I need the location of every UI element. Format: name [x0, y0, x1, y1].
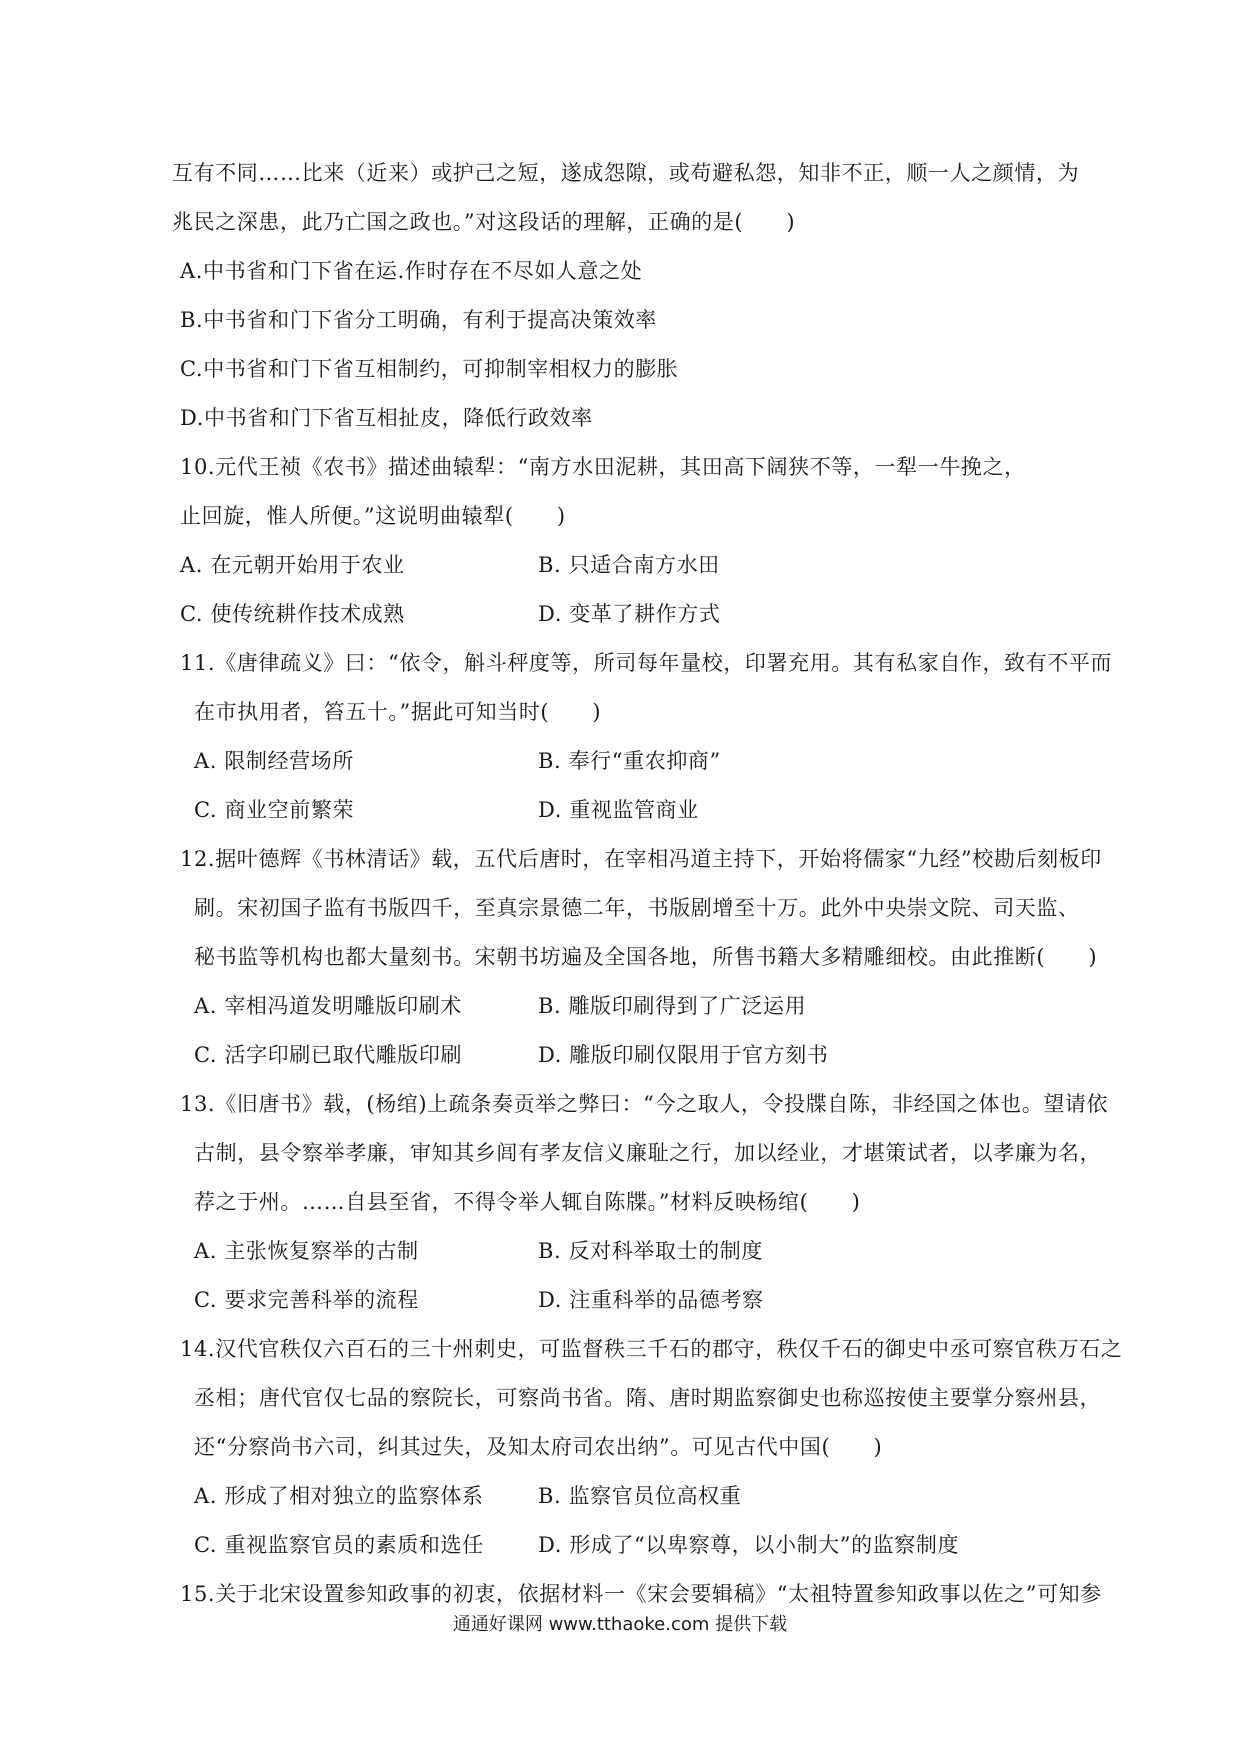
q15-stem-line1: 15.关于北宋设置参知政事的初衷，依据材料一《宋会要辑稿》“太祖特置参知政事以佐之”可知参: [180, 1582, 1102, 1606]
q14-option-d: D. 形成了“以卑察尊，以小制大”的监察制度: [538, 1533, 960, 1557]
q13-stem-line2: 古制，县令察举孝廉，审知其乡闾有孝友信义廉耻之行，加以经业，才堪策试者，以孝廉为名，: [194, 1141, 1102, 1165]
q10-option-b: B. 只适合南方水田: [538, 553, 720, 577]
q12-option-b: B. 雕版印刷得到了广泛运用: [538, 994, 807, 1018]
q13-stem-line3: 荐之于州。……自县至省，不得令举人辄自陈牒。”材料反映杨绾( ): [194, 1190, 861, 1214]
q11-option-c: C. 商业空前繁荣: [194, 798, 355, 822]
q11-option-b: B. 奉行“重农抑商”: [538, 749, 721, 773]
q11-stem-line2: 在市执用者，笞五十。”据此可知当时( ): [194, 700, 602, 724]
q9-option-b: B.中书省和门下省分工明确，有利于提高决策效率: [180, 308, 657, 332]
q9-stem-line2: 兆民之深患，此乃亡国之政也。”对这段话的理解，正确的是( ): [172, 210, 796, 234]
q10-option-c: C. 使传统耕作技术成熟: [180, 602, 405, 626]
q14-stem-line3: 还“分察尚书六司，纠其过失，及知太府司农出纳”。可见古代中国( ): [194, 1435, 883, 1459]
q10-option-d: D. 变革了耕作方式: [538, 602, 721, 626]
q10-option-a: A. 在元朝开始用于农业: [180, 553, 405, 577]
q10-stem-line2: 止回旋，惟人所便。”这说明曲辕犁( ): [180, 504, 566, 528]
q9-option-c: C.中书省和门下省互相制约，可抑制宰相权力的膨胀: [180, 357, 679, 381]
q9-option-a: A.中书省和门下省在运.作时存在不尽如人意之处: [180, 259, 643, 283]
q11-option-a: A. 限制经营场所: [194, 749, 354, 773]
q12-stem-line2: 刷。宋初国子监有书版四千，至真宗景德二年，书版剧增至十万。此外中央崇文院、司天监、: [194, 896, 1080, 920]
q13-option-c: C. 要求完善科举的流程: [194, 1288, 419, 1312]
q12-option-a: A. 宰相冯道发明雕版印刷术: [194, 994, 462, 1018]
q13-option-d: D. 注重科举的品德考察: [538, 1288, 764, 1312]
q12-option-c: C. 活字印刷已取代雕版印刷: [194, 1043, 463, 1067]
q9-stem-line1: 互有不同……比来（近来）或护己之短，遂成怨隙，或苟避私怨，知非不正，顺一人之颜情，为: [172, 161, 1080, 185]
q14-option-b: B. 监察官员位高权重: [538, 1484, 742, 1508]
q14-option-c: C. 重视监察官员的素质和选任: [194, 1533, 484, 1557]
q12-stem-line1: 12.据叶德辉《书林清话》载，五代后唐时，在宰相冯道主持下，开始将儒家“九经”校勘后刻板印: [180, 847, 1102, 871]
q12-option-d: D. 雕版印刷仅限用于官方刻书: [538, 1043, 829, 1067]
q13-stem-line1: 13.《旧唐书》载，(杨绾)上疏条奏贡举之弊曰：“今之取人，令投牒自陈，非经国之体也。望请依: [180, 1092, 1109, 1116]
page-footer: 通通好课网 www.tthaoke.com 提供下载: [452, 1614, 788, 1635]
q13-option-a: A. 主张恢复察举的古制: [194, 1239, 419, 1263]
q11-option-d: D. 重视监管商业: [538, 798, 699, 822]
q14-stem-line1: 14.汉代官秩仅六百石的三十州刺史，可监督秩三千石的郡守，秩仅千石的御史中丞可察官秩万石之: [180, 1337, 1123, 1361]
q14-option-a: A. 形成了相对独立的监察体系: [194, 1484, 484, 1508]
q14-stem-line2: 丞相；唐代官仅七品的察院长，可察尚书省。隋、唐时期监察御史也称巡按使主要掌分察州县，: [194, 1386, 1102, 1410]
q12-stem-line3: 秘书监等机构也都大量刻书。宋朝书坊遍及全国各地，所售书籍大多精雕细校。由此推断( ): [194, 945, 1098, 969]
q13-option-b: B. 反对科举取士的制度: [538, 1239, 763, 1263]
q9-option-d: D.中书省和门下省互相扯皮，降低行政效率: [180, 406, 593, 430]
q10-stem-line1: 10.元代王祯《农书》描述曲辕犁：“南方水田泥耕，其田高下阔狭不等，一犁一牛挽之，: [180, 455, 1026, 479]
q11-stem-line1: 11.《唐律疏义》曰：“依令，斛斗秤度等，所司每年量校，印署充用。其有私家自作，致有不平而: [180, 651, 1113, 675]
